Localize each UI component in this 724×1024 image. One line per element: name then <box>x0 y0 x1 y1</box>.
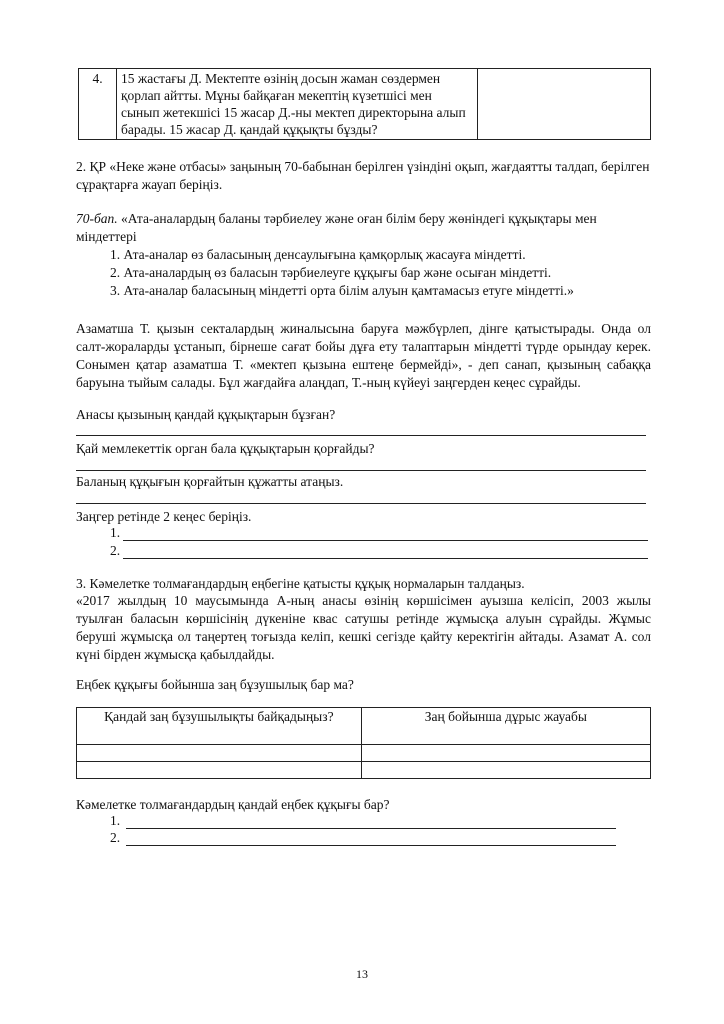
table-cell[interactable] <box>77 762 362 779</box>
article-title: «Ата-аналардың баланы тәрбиелеу және оған білім беру жөніндегі құқықтары мен міндеттері <box>76 211 597 244</box>
answer-line[interactable] <box>76 470 646 471</box>
list-item: 2. Ата-аналардың өз баласын тәрбиелеуге құқығы бар және осыған міндетті. <box>110 265 552 280</box>
page-number: 13 <box>356 967 368 981</box>
top-question-table <box>78 68 651 140</box>
violations-table <box>76 707 651 779</box>
task2-case: Азаматша Т. қызын секталардың жиналысына баруға мәжбүрлеп, дінге қатыстырады. Онда ол салт-жораларды ұстанып, бірнеше сағат бойы дұға ету талаптарын міндетті түрде орындау керек. Сонымен қатар азаматша Т. «мектеп қызына ештеңе бермейді», - деп санап, қызының сабаққа баруына тыйым салады. Бұл жағдайға алаңдап, Т.-ның күйеуі заңгерден кеңес сұрайды. <box>76 321 651 390</box>
item-number: 1. <box>110 813 121 828</box>
answer-line[interactable] <box>123 558 648 559</box>
table-row <box>77 762 651 779</box>
question-3: Баланың құқығын қорғайтын құжатты атаңыз. <box>76 474 344 489</box>
task3-case: «2017 жылдың 10 маусымында А-ның анасы өзінің көршісімен ауызша келісіп, 2003 жылы туылған баласын көршісінің дүкеніне квас сатушы ретінде жұмысқа алуын сұрайды. Жұмыс беруші жұмысқа ол таңертең тоғызда келіп, кешкі сегізде қайту керектігін айтады. Азамат А. сол күні бірден жұмысқа қабылдайды. <box>76 593 651 662</box>
column-header: Қандай заң бұзушылықты байқадыңыз? <box>77 708 362 745</box>
table-row <box>77 708 651 745</box>
article-heading <box>76 210 651 246</box>
table-row <box>77 745 651 762</box>
table-row <box>79 69 651 140</box>
answer-line[interactable] <box>76 435 646 436</box>
rights-question: Кәмелетке толмағандардың қандай еңбек құқығы бар? <box>76 797 390 812</box>
task3-question: Еңбек құқығы бойынша заң бұзушылық бар ма? <box>76 677 354 692</box>
question-1: Анасы қызының қандай құқықтарын бұзған? <box>76 407 336 422</box>
list-item: 3. Ата-аналар баласының міндетті орта білім алуын қамтамасыз етуге міндетті.» <box>110 283 574 298</box>
task3-intro: 3. Кәмелетке толмағандардың еңбегіне қатысты құқық нормаларын талдаңыз. <box>76 576 525 591</box>
item-number: 2. <box>110 830 121 845</box>
answer-line[interactable] <box>126 828 616 829</box>
answer-cell[interactable] <box>478 69 651 140</box>
list-item: 1. Ата-аналар өз баласының денсаулығына қамқорлық жасауға міндетті. <box>110 247 526 262</box>
row-number: 4. <box>79 69 117 140</box>
table-cell[interactable] <box>361 762 650 779</box>
task2-intro: 2. ҚР «Неке және отбасы» заңының 70-бабынан берілген үзіндіні оқып, жағдаятты талдап, берілген сұрақтарға жауап беріңіз. <box>76 159 650 192</box>
question-cell: 15 жастағы Д. Мектепте өзінің досын жаман сөздермен қорлап айтты. Мұны байқаған мекептің күзетшісі мен сынып жетекшісі 15 жасар Д.-ны мектеп директорына алып барады. 15 жасар Д. қандай құқықты бұзды? <box>117 69 478 140</box>
answer-line[interactable] <box>76 503 646 504</box>
column-header: Заң бойынша дұрыс жауабы <box>361 708 650 745</box>
question-2: Қай мемлекеттік орган бала құқықтарын қорғайды? <box>76 441 375 456</box>
question-4: Заңгер ретінде 2 кеңес беріңіз. <box>76 509 252 524</box>
item-number: 1. <box>110 525 121 540</box>
article-label: 70-бап. <box>76 211 118 226</box>
answer-line[interactable] <box>126 845 616 846</box>
answer-line[interactable] <box>123 540 648 541</box>
item-number: 2. <box>110 543 121 558</box>
article-rules-list <box>76 246 651 300</box>
table-cell[interactable] <box>361 745 650 762</box>
table-cell[interactable] <box>77 745 362 762</box>
